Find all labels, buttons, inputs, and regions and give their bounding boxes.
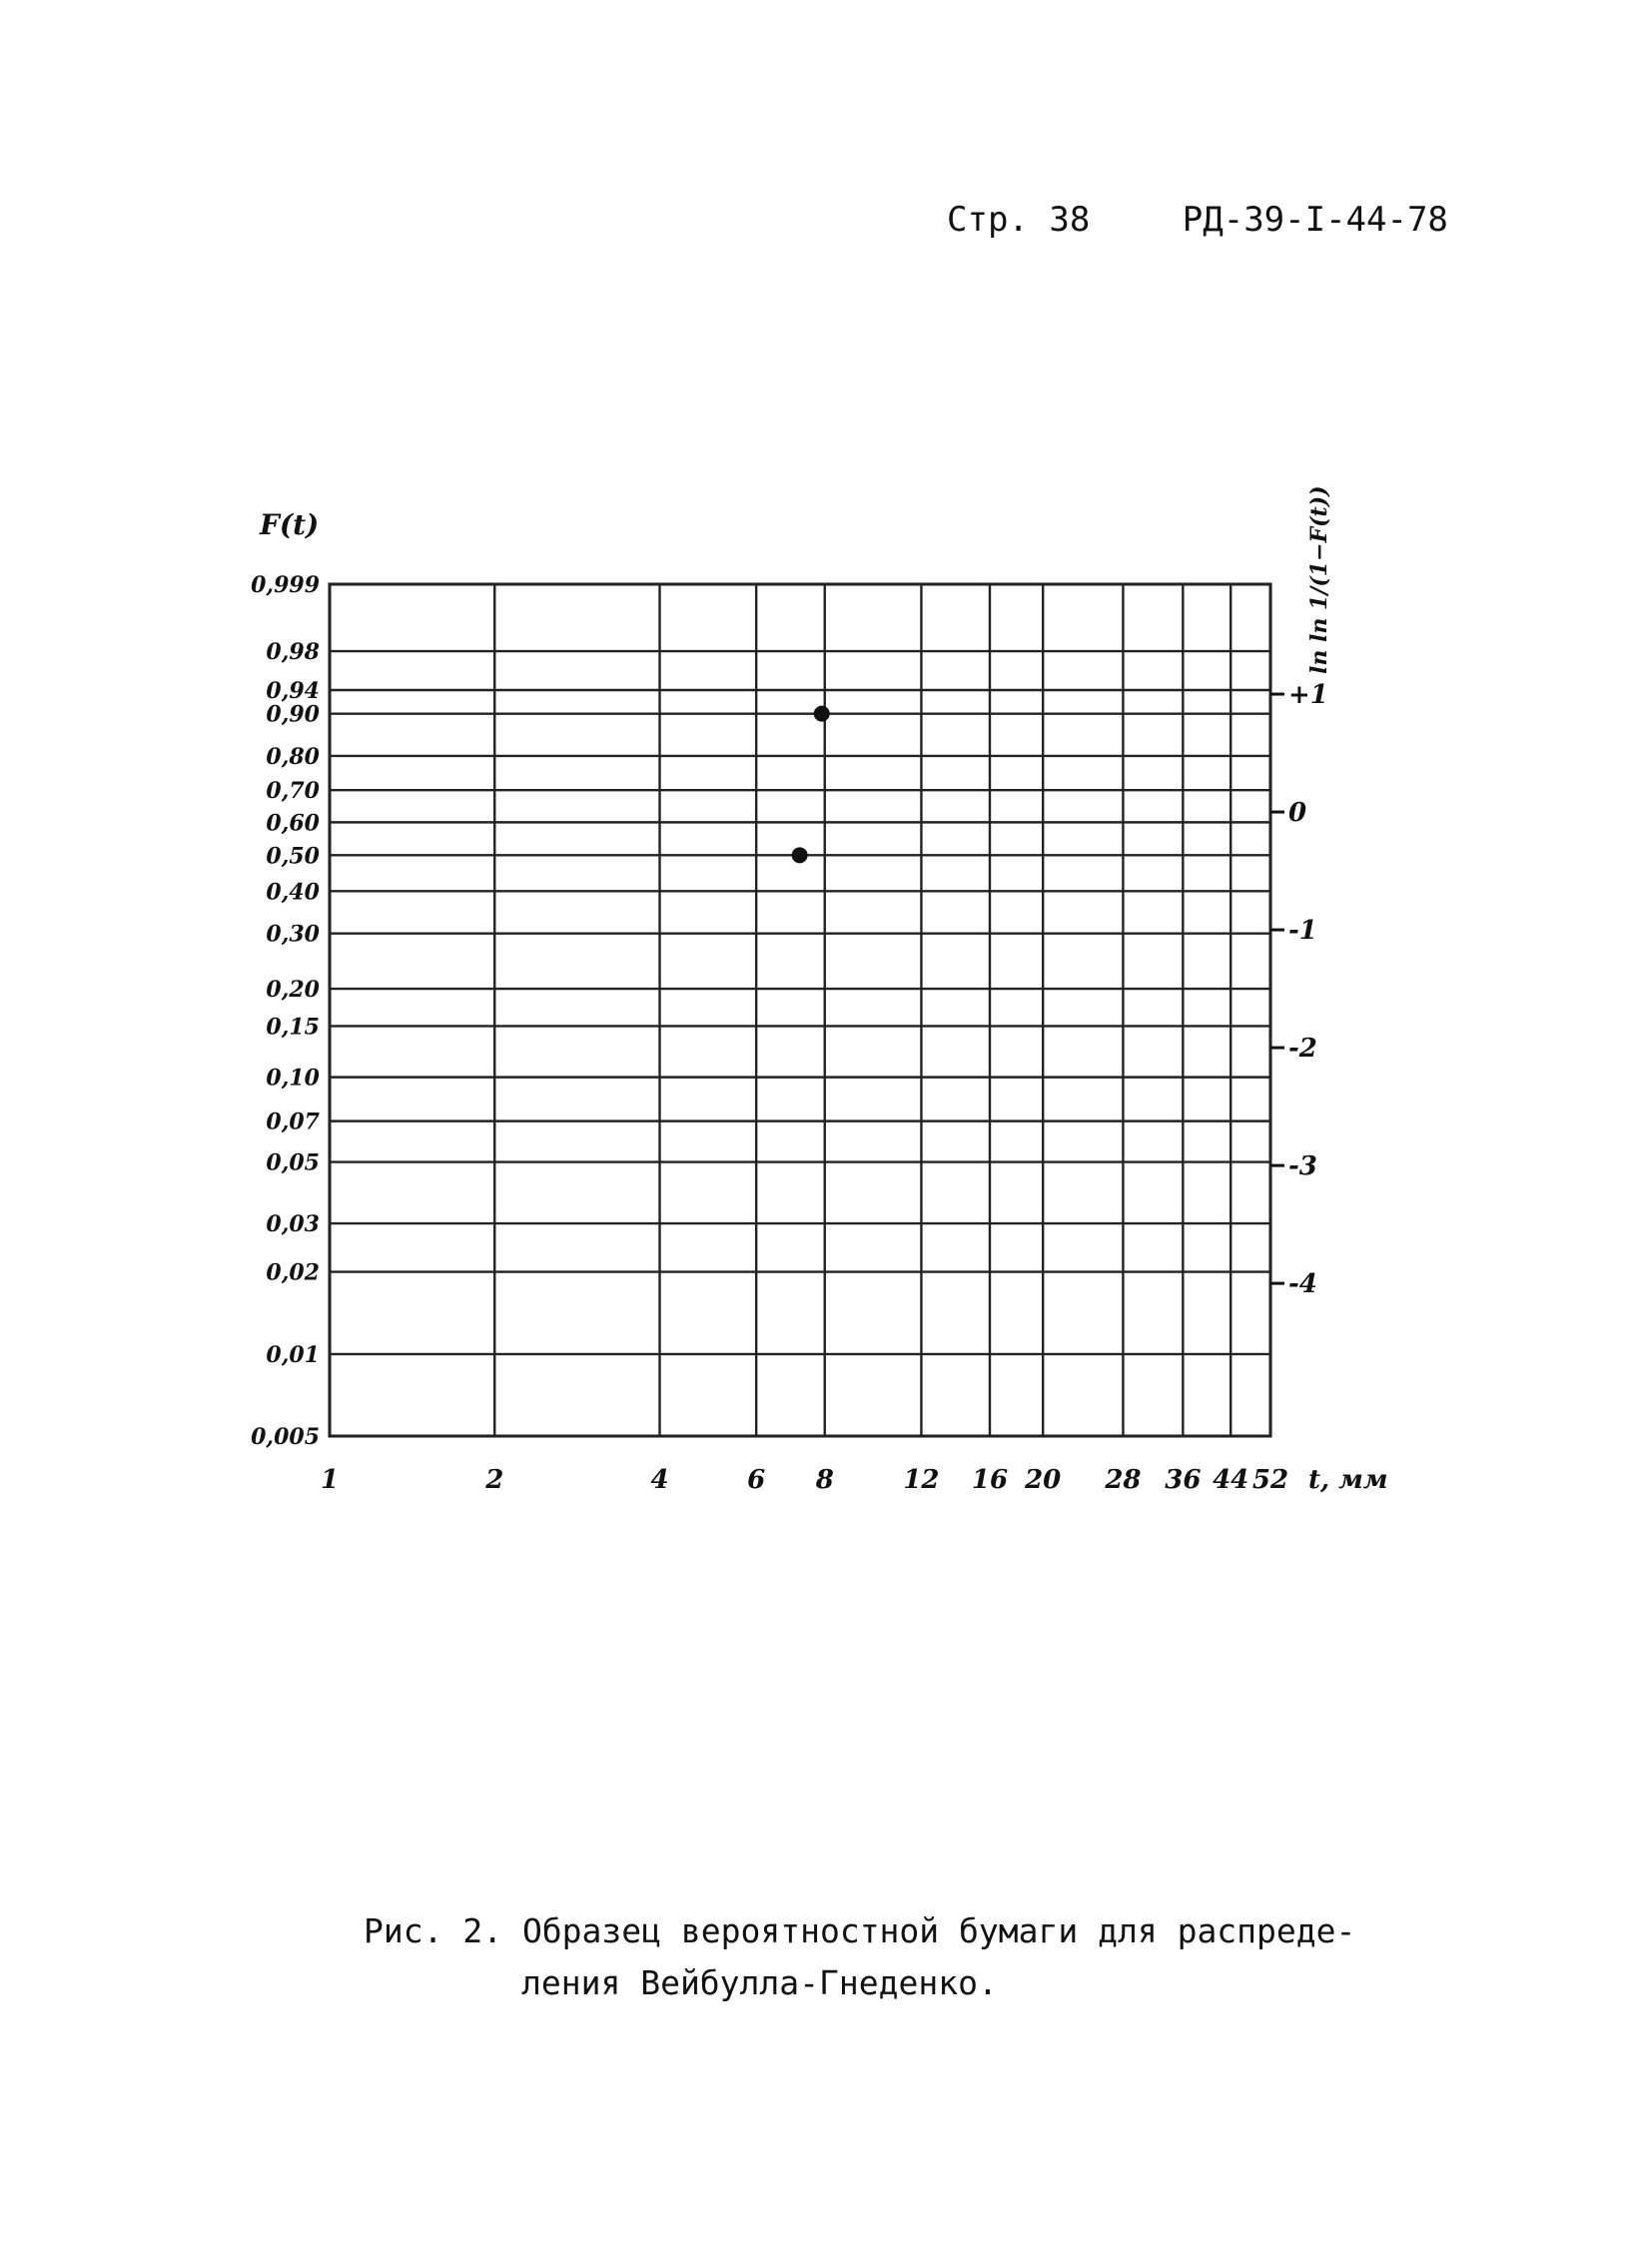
document-code: РД-39-I-44-78 [1182, 200, 1448, 240]
right-axis-title: ln ln 1/(1−F(t)) [1306, 485, 1332, 674]
y-tick-label: 0,999 [251, 572, 320, 598]
right-tick-label: +1 [1288, 680, 1328, 711]
y-tick-label: 0,80 [266, 743, 320, 770]
x-tick-label: 16 [971, 1465, 1009, 1495]
x-tick-label: 4 [650, 1465, 669, 1495]
x-tick-label: 28 [1105, 1465, 1142, 1495]
y-axis-title: F(t) [260, 508, 320, 541]
plot-frame [330, 584, 1270, 1436]
y-tick-label: 0,03 [266, 1211, 320, 1238]
y-tick-label: 0,005 [251, 1424, 320, 1450]
x-tick-label: 36 [1165, 1465, 1202, 1495]
y-tick-label: 0,98 [266, 639, 320, 666]
y-tick-label: 0,70 [266, 778, 320, 805]
caption-line-1: Рис. 2. Образец вероятностной бумаги для распреде- [364, 1911, 1356, 1950]
y-tick-label: 0,50 [266, 843, 320, 870]
y-tick-label: 0,40 [266, 879, 320, 906]
x-tick-label: 20 [1025, 1465, 1062, 1495]
right-tick-label: -1 [1288, 916, 1317, 947]
y-tick-label: 0,60 [266, 810, 320, 837]
x-tick-label: 44 [1213, 1465, 1249, 1495]
data-point [814, 706, 830, 722]
y-tick-label: 0,02 [266, 1259, 320, 1286]
y-tick-label: 0,10 [266, 1065, 320, 1092]
right-tick-label: -4 [1288, 1269, 1317, 1300]
caption-line-2: ления Вейбулла-Гнеденко. [521, 1963, 998, 2002]
right-tick-label: -3 [1288, 1151, 1317, 1182]
right-tick-label: 0 [1288, 798, 1307, 829]
x-tick-label: 6 [747, 1465, 766, 1495]
y-tick-label: 0,30 [266, 921, 320, 948]
y-tick-label: 0,01 [266, 1341, 320, 1368]
y-tick-label: 0,20 [266, 977, 320, 1004]
x-tick-label: 2 [485, 1465, 504, 1495]
y-tick-label: 0,94 [266, 677, 320, 704]
x-tick-label: 52 [1251, 1465, 1289, 1495]
x-tick-label: 1 [320, 1465, 340, 1495]
x-axis-title: t, мм [1308, 1465, 1388, 1495]
x-tick-label: 8 [815, 1465, 834, 1495]
page-number: Стр. 38 [947, 200, 1091, 240]
data-point [792, 847, 808, 863]
y-tick-label: 0,15 [266, 1014, 320, 1041]
y-tick-label: 0,07 [266, 1109, 320, 1135]
y-tick-label: 0,90 [266, 701, 320, 728]
figure-caption [364, 1905, 1355, 2009]
right-tick-label: -2 [1288, 1034, 1317, 1065]
x-tick-label: 12 [903, 1465, 940, 1495]
y-tick-label: 0,05 [266, 1149, 320, 1176]
